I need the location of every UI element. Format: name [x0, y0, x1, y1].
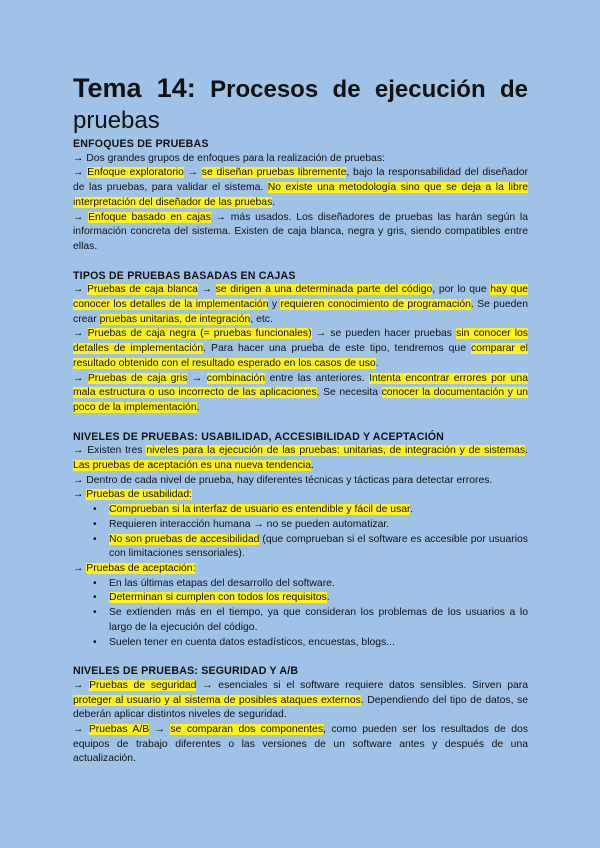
list-item: • Se extienden más en el tiempo, ya que consideran los problemas de los usuarios a lo largo de la ejecución del código.	[109, 606, 528, 635]
list-item: • Comprueban si la interfaz de usuario es entendible y fácil de usar.	[109, 503, 528, 518]
paragraph: → Pruebas A/B → se comparan dos componentes, como pueden ser los resultados de dos equipos de trabajo diferentes o las versiones de un software antes y después de una actualización.	[73, 724, 528, 765]
list-item: • Determinan si cumplen con todos los requisitos.	[109, 591, 528, 606]
paragraph: → Enfoque basado en cajas → más usados. Los diseñadores de pruebas las harán según la información concreta del sistema. Existen de caja blanca, negra y gris, siendo compatibles entre ellas.	[73, 211, 529, 252]
paragraph: → Enfoque exploratorio → se diseñan pruebas libremente, bajo la responsabilidad del diseñador de las pruebas, para validar el sistema. No existe una metodología sino que se deja a la libre interpretación del diseñador de las pruebas.	[73, 167, 529, 208]
list-item: • Suelen tener en cuenta datos estadísticos, encuestas, blogs...	[109, 636, 528, 651]
section-usabilidad	[73, 430, 528, 651]
paragraph: → Pruebas de caja blanca → se dirigen a una determinada parte del código, por lo que hay que conocer los detalles de la implementación y requieren conocimiento de programación. Se pueden crear pruebas unitarias, de integración, etc.	[73, 284, 528, 325]
paragraph: → Pruebas de caja gris → combinación entre las anteriores. Intenta encontrar errores por una mala estructura o uso incorrecto de las aplicaciones. Se necesita conocer la documentación y un poco de la implementación.	[73, 372, 529, 413]
paragraph: → Pruebas de usabilidad:	[73, 489, 192, 501]
section-enfoques	[73, 137, 528, 255]
document-body	[73, 137, 528, 767]
paragraph: → Existen tres niveles para la ejecución de las pruebas: unitarias, de integración y de sistemas. Las pruebas de aceptación es una nueva tendencia.	[73, 445, 528, 472]
section-heading: ENFOQUES DE PRUEBAS	[73, 138, 209, 150]
paragraph: → Pruebas de seguridad → esenciales si el software requiere datos sensibles. Sirven para proteger al usuario y al sistema de posibles ataques externos. Dependiendo del tipo de datos, se deberán aplicar distintos niveles de seguridad.	[73, 679, 529, 721]
paragraph: → Pruebas de caja negra (= pruebas funcionales) → se pueden hacer pruebas sin conocer los detalles de implementación. Para hacer una prueba de este tipo, tendremos que comparar el resultado obtenido con el resultado esperado en los casos de uso.	[73, 328, 529, 369]
list-item: • Requieren interacción humana → no se pueden automatizar.	[109, 518, 528, 533]
section-heading: NIVELES DE PRUEBAS: USABILIDAD, ACCESIBILIDAD Y ACEPTACIÓN	[73, 430, 445, 443]
page-title: Tema 14: Procesos de ejecución de	[73, 73, 528, 103]
aceptacion-list	[73, 577, 528, 651]
section-tipos-cajas	[73, 269, 528, 416]
section-heading: NIVELES DE PRUEBAS: SEGURIDAD Y A/B	[73, 665, 299, 678]
paragraph: → Pruebas de aceptación:	[73, 562, 196, 574]
paragraph: → Dentro de cada nivel de prueba, hay diferentes técnicas y tácticas para detectar errores.	[73, 474, 493, 486]
page-title-line2: pruebas	[73, 107, 160, 134]
list-item: • En las últimas etapas del desarrollo del software.	[109, 577, 528, 592]
paragraph: → Dos grandes grupos de enfoques para la realización de pruebas:	[73, 152, 385, 164]
section-seguridad	[73, 664, 528, 767]
usabilidad-list	[73, 503, 528, 562]
list-item: • No son pruebas de accesibilidad (que comprueban si el software es accesible por usuarios con limitaciones sensoriales).	[109, 533, 528, 562]
section-heading: TIPOS DE PRUEBAS BASADAS EN CAJAS	[73, 269, 296, 282]
